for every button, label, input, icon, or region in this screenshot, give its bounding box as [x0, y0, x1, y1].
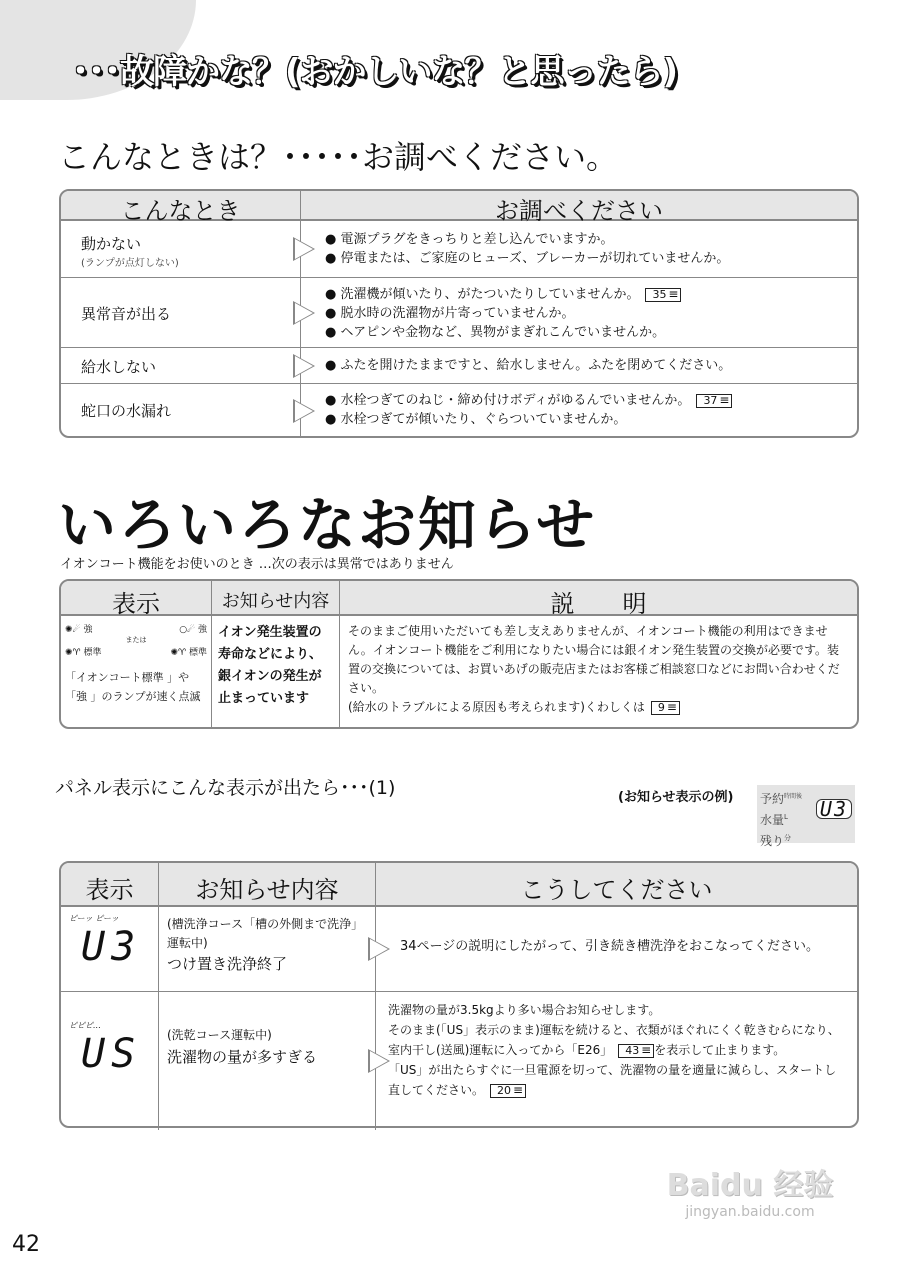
or-label: または [125, 636, 147, 644]
action-text: そのまま(「US」表示のまま)運転を続けると、衣類がほぐれにくく乾きむらになり、室内干し(送風)運転に入ってから「E26」 [388, 1023, 840, 1057]
watermark: Baidu 经验 jingyan.baidu.com [666, 1168, 834, 1220]
table-row [61, 384, 857, 438]
table-row [61, 992, 857, 1130]
lamp-strong-icon: ○☄ 強 [179, 625, 207, 635]
check-item: ● ふたを開けたままですと、給水しません。ふたを閉めてください。 [325, 358, 732, 373]
section3-heading: パネル表示にこんな表示が出たら･･･(1) [55, 777, 396, 799]
arrow-icon [368, 1049, 390, 1073]
case-label: 異常音が出る [61, 278, 301, 347]
case-label: 動かない [81, 235, 142, 253]
arrow-icon [368, 937, 390, 961]
check-item: ● 洗濯機が傾いたり、がたついたりしていませんか。 [325, 287, 640, 302]
page-number: 42 [12, 1232, 40, 1257]
table-row [61, 348, 857, 384]
content-context: (洗乾コース運転中) [167, 1028, 272, 1042]
arrow-icon [293, 301, 315, 325]
header-case: こんなとき [61, 191, 301, 219]
lamp-standard-blink-icon: ✺♈ 標準 [65, 648, 102, 658]
header-check: お調べください [495, 197, 663, 225]
content-text: つけ置き洗浄終了 [167, 955, 288, 973]
display-caption: 「イオンコート標準 」や「強 」のランプが速く点滅 [65, 671, 201, 703]
table-row [61, 907, 857, 992]
page-ref[interactable]: 37 ≡ [696, 394, 732, 408]
action-text: 34ページの説明にしたがって、引き続き槽洗浄をおこなってください。 [400, 939, 820, 954]
panel-code-display: U3 [816, 799, 852, 819]
beep-label: ピピピ… [69, 1021, 101, 1030]
lamp-strong-blink-icon: ✺☄ 強 [65, 625, 93, 635]
example-panel: 予約$^{時間後}$ 水量$^L$ 残り$^分$ U3 [757, 785, 855, 843]
check-item: ● 水栓つぎてが傾いたり、ぐらついていませんか。 [325, 412, 627, 427]
check-item: ● ヘアピンや金物など、異物がまぎれこんでいませんか。 [325, 325, 666, 340]
page-title: ･･･故障かな？(おかしいな？と思ったら) [72, 52, 678, 92]
error-code: U3 [81, 924, 142, 970]
troubleshoot-table [59, 189, 859, 438]
lamp-standard-blink-icon: ✺♈ 標準 [170, 648, 207, 658]
explanation-text: そのままご使用いただいても差し支えありませんが、イオンコート機能の利用はできません。イオンコート機能をご利用になりたい場合には銀イオン発生装置の交換が必要です。装置の交換については、お買いあげの販売店またはお客様ご相談窓口などにお問い合わせください。 [348, 624, 840, 695]
header-display: 表示 [61, 581, 212, 614]
page-ref[interactable]: 20 ≡ [490, 1084, 526, 1098]
page-ref[interactable]: 9 ≡ [651, 701, 680, 715]
check-item: ● 水栓つぎてのねじ・締め付けボディがゆるんでいませんか。 [325, 393, 691, 408]
error-code: US [81, 1031, 142, 1077]
arrow-icon [293, 237, 315, 261]
example-label: (お知らせ表示の例) [618, 790, 734, 805]
notice-table [59, 579, 859, 729]
case-note: (ランプが点灯しない) [81, 258, 179, 269]
table-row [61, 616, 857, 729]
action-text: を表示して止まります。 [654, 1043, 786, 1057]
header-display: 表示 [61, 863, 159, 905]
header-content: お知らせ内容 [212, 581, 340, 614]
check-item: ● 停電または、ご家庭のヒューズ、ブレーカーが切れていませんか。 [325, 251, 730, 266]
section2-heading: いろいろなお知らせ [58, 491, 597, 559]
section2-subtitle: イオンコート機能をお使いのとき …次の表示は異常ではありません [60, 557, 454, 572]
table-row [61, 278, 857, 348]
content-context: (槽洗浄コース「槽の外側まで洗浄」運転中) [167, 917, 364, 950]
check-item: ● 電源プラグをきっちりと差し込んでいますか。 [325, 232, 614, 247]
action-text: 「US」が出たらすぐに一旦電源を切って、洗濯物の量を適量に減らし、スタートし直してください。 [388, 1063, 837, 1097]
page-ref[interactable]: 43 ≡ [618, 1044, 654, 1058]
notice-content: イオン発生装置の寿命などにより、銀イオンの発生が止まっています [212, 616, 340, 729]
arrow-icon [293, 399, 315, 423]
case-label: 給水しない [61, 348, 301, 383]
header-content: お知らせ内容 [159, 863, 376, 905]
beep-label: ピーッ ピーッ [69, 914, 119, 923]
check-item: ● 脱水時の洗濯物が片寄っていませんか。 [325, 306, 575, 321]
header-explanation: 説 明 [550, 590, 647, 618]
table-row [61, 221, 857, 278]
panel-table [59, 861, 859, 1128]
explanation-note: (給水のトラブルによる原因も考えられます)くわしくは [348, 700, 645, 714]
arrow-icon [293, 354, 315, 378]
page-ref[interactable]: 35 ≡ [645, 288, 681, 302]
case-label: 蛇口の水漏れ [61, 384, 301, 438]
content-text: 洗濯物の量が多すぎる [167, 1048, 318, 1066]
section1-heading: こんなときは？･････お調べください。 [58, 138, 619, 176]
action-text: 洗濯物の量が3.5kgより多い場合お知らせします。 [388, 1003, 661, 1017]
header-action: こうしてください [520, 876, 713, 904]
